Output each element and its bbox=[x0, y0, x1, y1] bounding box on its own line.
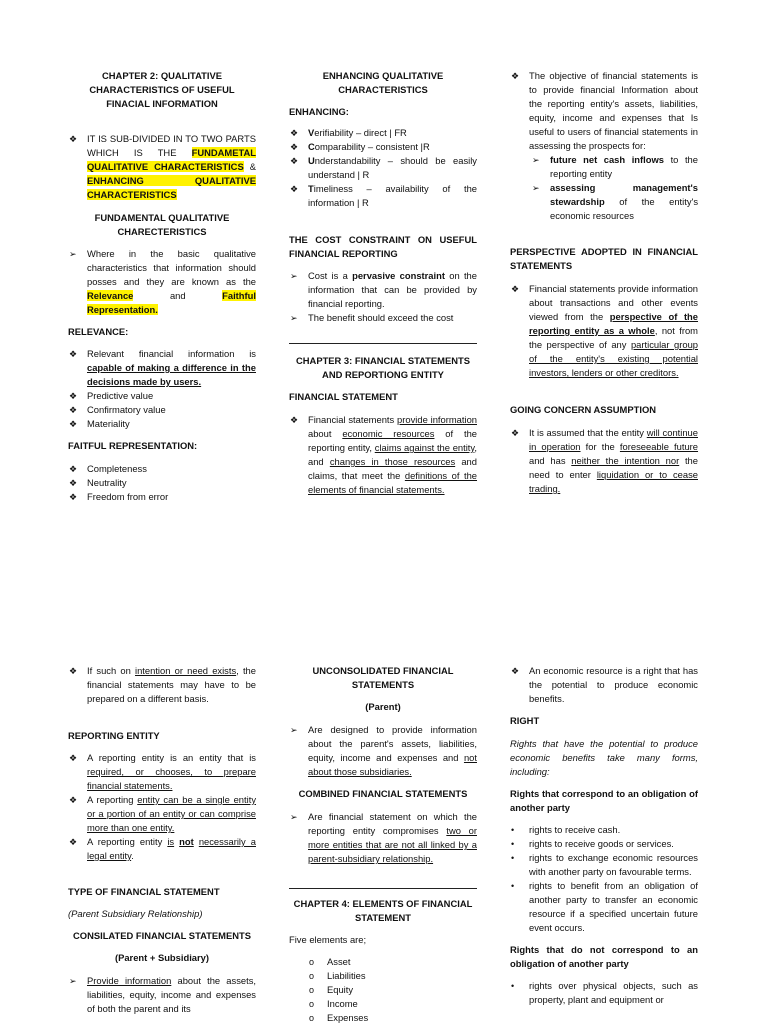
list-item: ➢ Where in the basic qualitative characteristics that information should posses and they are known as the Relevance and Faithful Representation. bbox=[69, 248, 256, 315]
consolidated-subtitle: (Parent + Subsidiary) bbox=[114, 952, 210, 963]
diamond-bullet-icon: ❖ bbox=[69, 795, 78, 805]
dot-bullet-icon: • bbox=[511, 981, 515, 991]
reporting-entity-list bbox=[68, 751, 256, 863]
diamond-bullet-icon: ❖ bbox=[290, 156, 299, 166]
circle-bullet-icon: o bbox=[309, 985, 315, 995]
list-item: • rights to receive goods or services. bbox=[511, 838, 674, 849]
going-concern-heading: GOING CONCERN ASSUMPTION bbox=[510, 404, 657, 415]
going-concern-list bbox=[510, 426, 698, 496]
combined-heading: COMBINED FINANCIAL STATEMENTS bbox=[298, 788, 468, 799]
list-item: ➢ Provide information about the assets, liabilities, equity, income and expenses of both the parent and its bbox=[69, 975, 256, 1014]
diamond-bullet-icon: ❖ bbox=[69, 134, 78, 144]
diamond-bullet-icon: ❖ bbox=[69, 492, 78, 502]
consolidated-heading: CONSILATED FINANCIAL STATEMENTS bbox=[73, 930, 251, 941]
list-item: ➢ assessing management's stewardship of the entity's economic resources bbox=[532, 182, 699, 221]
arrow-bullet-icon: ➢ bbox=[532, 155, 540, 165]
list-item: • rights to benefit from an obligation of another party to transfer an economic resource if a specified uncertain future event occurs. bbox=[511, 880, 698, 933]
list-item: ❖ A reporting entity can be a single entity or a portion of an entity or can comprise more than one entity. bbox=[69, 794, 257, 833]
list-item: ❖ A reporting entity is not necessarily a legal entity. bbox=[69, 836, 256, 861]
arrow-bullet-icon: ➢ bbox=[290, 812, 298, 822]
list-item: • rights to exchange economic resources with another party on favourable terms. bbox=[511, 852, 698, 877]
unconsolidated-heading: UNCONSOLIDATED FINANCIAL STATEMENTS bbox=[312, 665, 454, 690]
list-item: ❖ Neutrality bbox=[69, 477, 127, 488]
arrow-bullet-icon: ➢ bbox=[290, 725, 298, 735]
elements-list bbox=[308, 955, 477, 1025]
list-item: ❖ Materiality bbox=[69, 418, 130, 429]
list-item: ❖ Comparability – consistent |R bbox=[290, 141, 430, 152]
star-bullet-icon: ❖ bbox=[290, 415, 299, 425]
list-item: ❖ Financial statements provide information about transactions and other events viewed from the perspective of the reporting entity as a whole, not from the perspective of any particular group of the entity's existing potential investors, lenders or other creditors. bbox=[511, 283, 699, 378]
list-item: ➢ Are financial statement on which the reporting entity compromises two or more entities that are not all linked by a parent-subsidiary relationship. bbox=[290, 811, 477, 864]
list-item: ❖ If such on intention or need exists, the financial statements may have to be prepared on a different basis. bbox=[69, 665, 256, 704]
diamond-bullet-icon: ❖ bbox=[69, 419, 78, 429]
dot-bullet-icon: • bbox=[511, 825, 515, 835]
list-item: ❖ The objective of financial statements is to provide financial Information about the reporting entity's assets, liabilities, equity, income and expenses that Is useful to users of financial statements in assessing the prospects for: bbox=[511, 70, 698, 151]
economic-resource-list bbox=[510, 664, 698, 706]
chapter-3-title: CHAPTER 3: FINANCIAL STATEMENTS AND REPORTIONG ENTITY bbox=[296, 355, 470, 380]
list-item: ❖ IT IS SUB-DIVIDED IN TO TWO PARTS WHICH IS THE FUNDAMETAL QUALITATIVE CHARACTERISTICS & ENHANCING QUALITATIVE CHARACTERISTICS bbox=[69, 133, 257, 200]
column-2-bottom bbox=[289, 664, 477, 1025]
list-item: ❖ It is assumed that the entity will continue in operation for the foreseeable future and has neither the intention nor the need to enter liquidation or to cease trading. bbox=[511, 427, 699, 494]
separator-line bbox=[289, 343, 477, 344]
not-correspond-list bbox=[510, 979, 698, 1007]
column-3-bottom bbox=[510, 664, 698, 1007]
cost-list bbox=[289, 269, 477, 325]
diamond-bullet-icon: ❖ bbox=[290, 142, 299, 152]
type-of-fs-subtitle: (Parent Subsidiary Relationship) bbox=[68, 908, 203, 919]
list-item: ➢ future net cash inflows to the reporting entity bbox=[532, 154, 698, 179]
five-elements-intro: Five elements are; bbox=[289, 934, 367, 945]
chapter-4-title: CHAPTER 4: ELEMENTS OF FINANCIAL STATEMENT bbox=[293, 898, 473, 923]
consolidated-list bbox=[68, 974, 256, 1016]
list-item: ❖ Confirmatory value bbox=[69, 404, 166, 415]
list-item: ➢ Are designed to provide information about the parent's assets, liabilities, equity, income and expenses and not about those subsidiaries. bbox=[290, 724, 477, 777]
cost-constraint-heading: THE COST CONSTRAINT ON USEFUL FINANCIAL REPORTING bbox=[289, 234, 477, 259]
list-item: ❖ An economic resource is a right that has the potential to produce economic benefits. bbox=[511, 665, 698, 704]
diamond-bullet-icon: ❖ bbox=[69, 837, 78, 847]
perspective-heading: PERSPECTIVE ADOPTED IN FINANCIAL STATEMENTS bbox=[510, 246, 698, 271]
diamond-bullet-icon: ❖ bbox=[69, 464, 78, 474]
diamond-bullet-icon: ❖ bbox=[290, 128, 299, 138]
list-item: ❖ Timeliness – availability of the information | R bbox=[290, 183, 477, 208]
diamond-bullet-icon: ❖ bbox=[69, 405, 78, 415]
diamond-bullet-icon: ❖ bbox=[290, 184, 299, 194]
diamond-bullet-icon: ❖ bbox=[69, 753, 78, 763]
unconsolidated-subtitle: (Parent) bbox=[365, 701, 401, 712]
list-item: o Income bbox=[309, 998, 358, 1009]
where-list bbox=[68, 247, 256, 317]
star-bullet-icon: ❖ bbox=[511, 284, 520, 294]
unconsolidated-list bbox=[289, 723, 477, 779]
diamond-bullet-icon: ❖ bbox=[69, 391, 78, 401]
list-item: • rights to receive cash. bbox=[511, 824, 621, 835]
list-item: ❖ Predictive value bbox=[69, 390, 154, 401]
not-correspond-heading: Rights that do not correspond to an obligation of another party bbox=[510, 944, 698, 969]
list-item: o Equity bbox=[309, 984, 354, 995]
list-item: ➢ The benefit should exceed the cost bbox=[290, 312, 454, 323]
star-bullet-icon: ❖ bbox=[511, 428, 520, 438]
separator-line bbox=[289, 888, 477, 889]
correspond-list bbox=[510, 823, 698, 935]
arrow-bullet-icon: ➢ bbox=[69, 249, 77, 259]
list-item: ➢ Cost is a pervasive constraint on the information that can be provided by financial reporting. bbox=[290, 270, 477, 309]
subdivided-list bbox=[68, 132, 256, 202]
arrow-bullet-icon: ➢ bbox=[69, 976, 77, 986]
faithful-list bbox=[68, 462, 256, 504]
list-item: ❖ Understandability – should be easily understand | R bbox=[290, 155, 477, 180]
rights-intro: Rights that have the potential to produce economic benefits take many forms, including: bbox=[510, 738, 698, 777]
circle-bullet-icon: o bbox=[309, 971, 315, 981]
list-item: ❖ Verifiability – direct | FR bbox=[290, 127, 407, 138]
column-2-top bbox=[289, 69, 477, 497]
arrow-bullet-icon: ➢ bbox=[290, 313, 298, 323]
list-item: ❖ Financial statements provide information about economic resources of the reporting entity, claims against the entity, and changes in those resources and claims, that meet the definitions of the elements of financial statements. bbox=[290, 414, 478, 495]
list-item: ❖ Completeness bbox=[69, 463, 147, 474]
objective-list bbox=[510, 69, 698, 153]
list-item: o Asset bbox=[309, 956, 351, 967]
relevance-list bbox=[68, 347, 256, 431]
perspective-list bbox=[510, 282, 698, 380]
circle-bullet-icon: o bbox=[309, 1013, 315, 1023]
faithful-heading: FAITFUL REPRESENTATION: bbox=[68, 440, 198, 451]
list-item: ❖ Relevant financial information is capable of making a difference in the decisions made by users. bbox=[69, 348, 256, 387]
arrow-bullet-icon: ➢ bbox=[290, 271, 298, 281]
chapter-2-title: CHAPTER 2: QUALITATIVE CHARACTERISTICS OF USEFUL FINACIAL INFORMATION bbox=[89, 70, 235, 109]
diamond-bullet-icon: ❖ bbox=[69, 349, 78, 359]
dot-bullet-icon: • bbox=[511, 839, 515, 849]
dot-bullet-icon: • bbox=[511, 853, 515, 863]
star-bullet-icon: ❖ bbox=[511, 71, 520, 81]
circle-bullet-icon: o bbox=[309, 999, 315, 1009]
fundamental-title: FUNDAMENTAL QUALITATIVE CHARECTERISTICS bbox=[94, 212, 230, 237]
relevance-heading: RELEVANCE: bbox=[68, 326, 129, 337]
star-bullet-icon: ❖ bbox=[69, 666, 78, 676]
circle-bullet-icon: o bbox=[309, 957, 315, 967]
star-bullet-icon: ❖ bbox=[511, 666, 520, 676]
right-heading: RIGHT bbox=[510, 715, 540, 726]
diamond-bullet-icon: ❖ bbox=[69, 478, 78, 488]
type-of-fs-heading: TYPE OF FINANCIAL STATEMENT bbox=[68, 886, 220, 897]
list-item: ❖ Freedom from error bbox=[69, 491, 169, 502]
combined-list bbox=[289, 810, 477, 866]
enhancing-list bbox=[289, 126, 477, 210]
objective-sub-list bbox=[531, 153, 698, 223]
if-such-list bbox=[68, 664, 256, 706]
enhancing-title: ENHANCING QUALITATIVE CHARACTERISTICS bbox=[322, 70, 444, 95]
fs-list bbox=[289, 413, 477, 497]
dot-bullet-icon: • bbox=[511, 881, 515, 891]
enhancing-heading: ENHANCING: bbox=[289, 106, 349, 117]
list-item: o Liabilities bbox=[309, 970, 366, 981]
reporting-entity-heading: REPORTING ENTITY bbox=[68, 730, 160, 741]
column-1-top bbox=[68, 69, 256, 504]
column-1-bottom bbox=[68, 664, 256, 1016]
financial-statement-heading: FINANCIAL STATEMENT bbox=[289, 391, 398, 402]
list-item: ❖ A reporting entity is an entity that is required, or chooses, to prepare financial statements. bbox=[69, 752, 256, 791]
list-item: o Expenses bbox=[309, 1012, 369, 1023]
list-item: • rights over physical objects, such as property, plant and equipment or bbox=[511, 980, 698, 1005]
correspond-heading: Rights that correspond to an obligation of another party bbox=[510, 788, 698, 813]
arrow-bullet-icon: ➢ bbox=[532, 183, 540, 193]
column-3-top bbox=[510, 69, 698, 496]
